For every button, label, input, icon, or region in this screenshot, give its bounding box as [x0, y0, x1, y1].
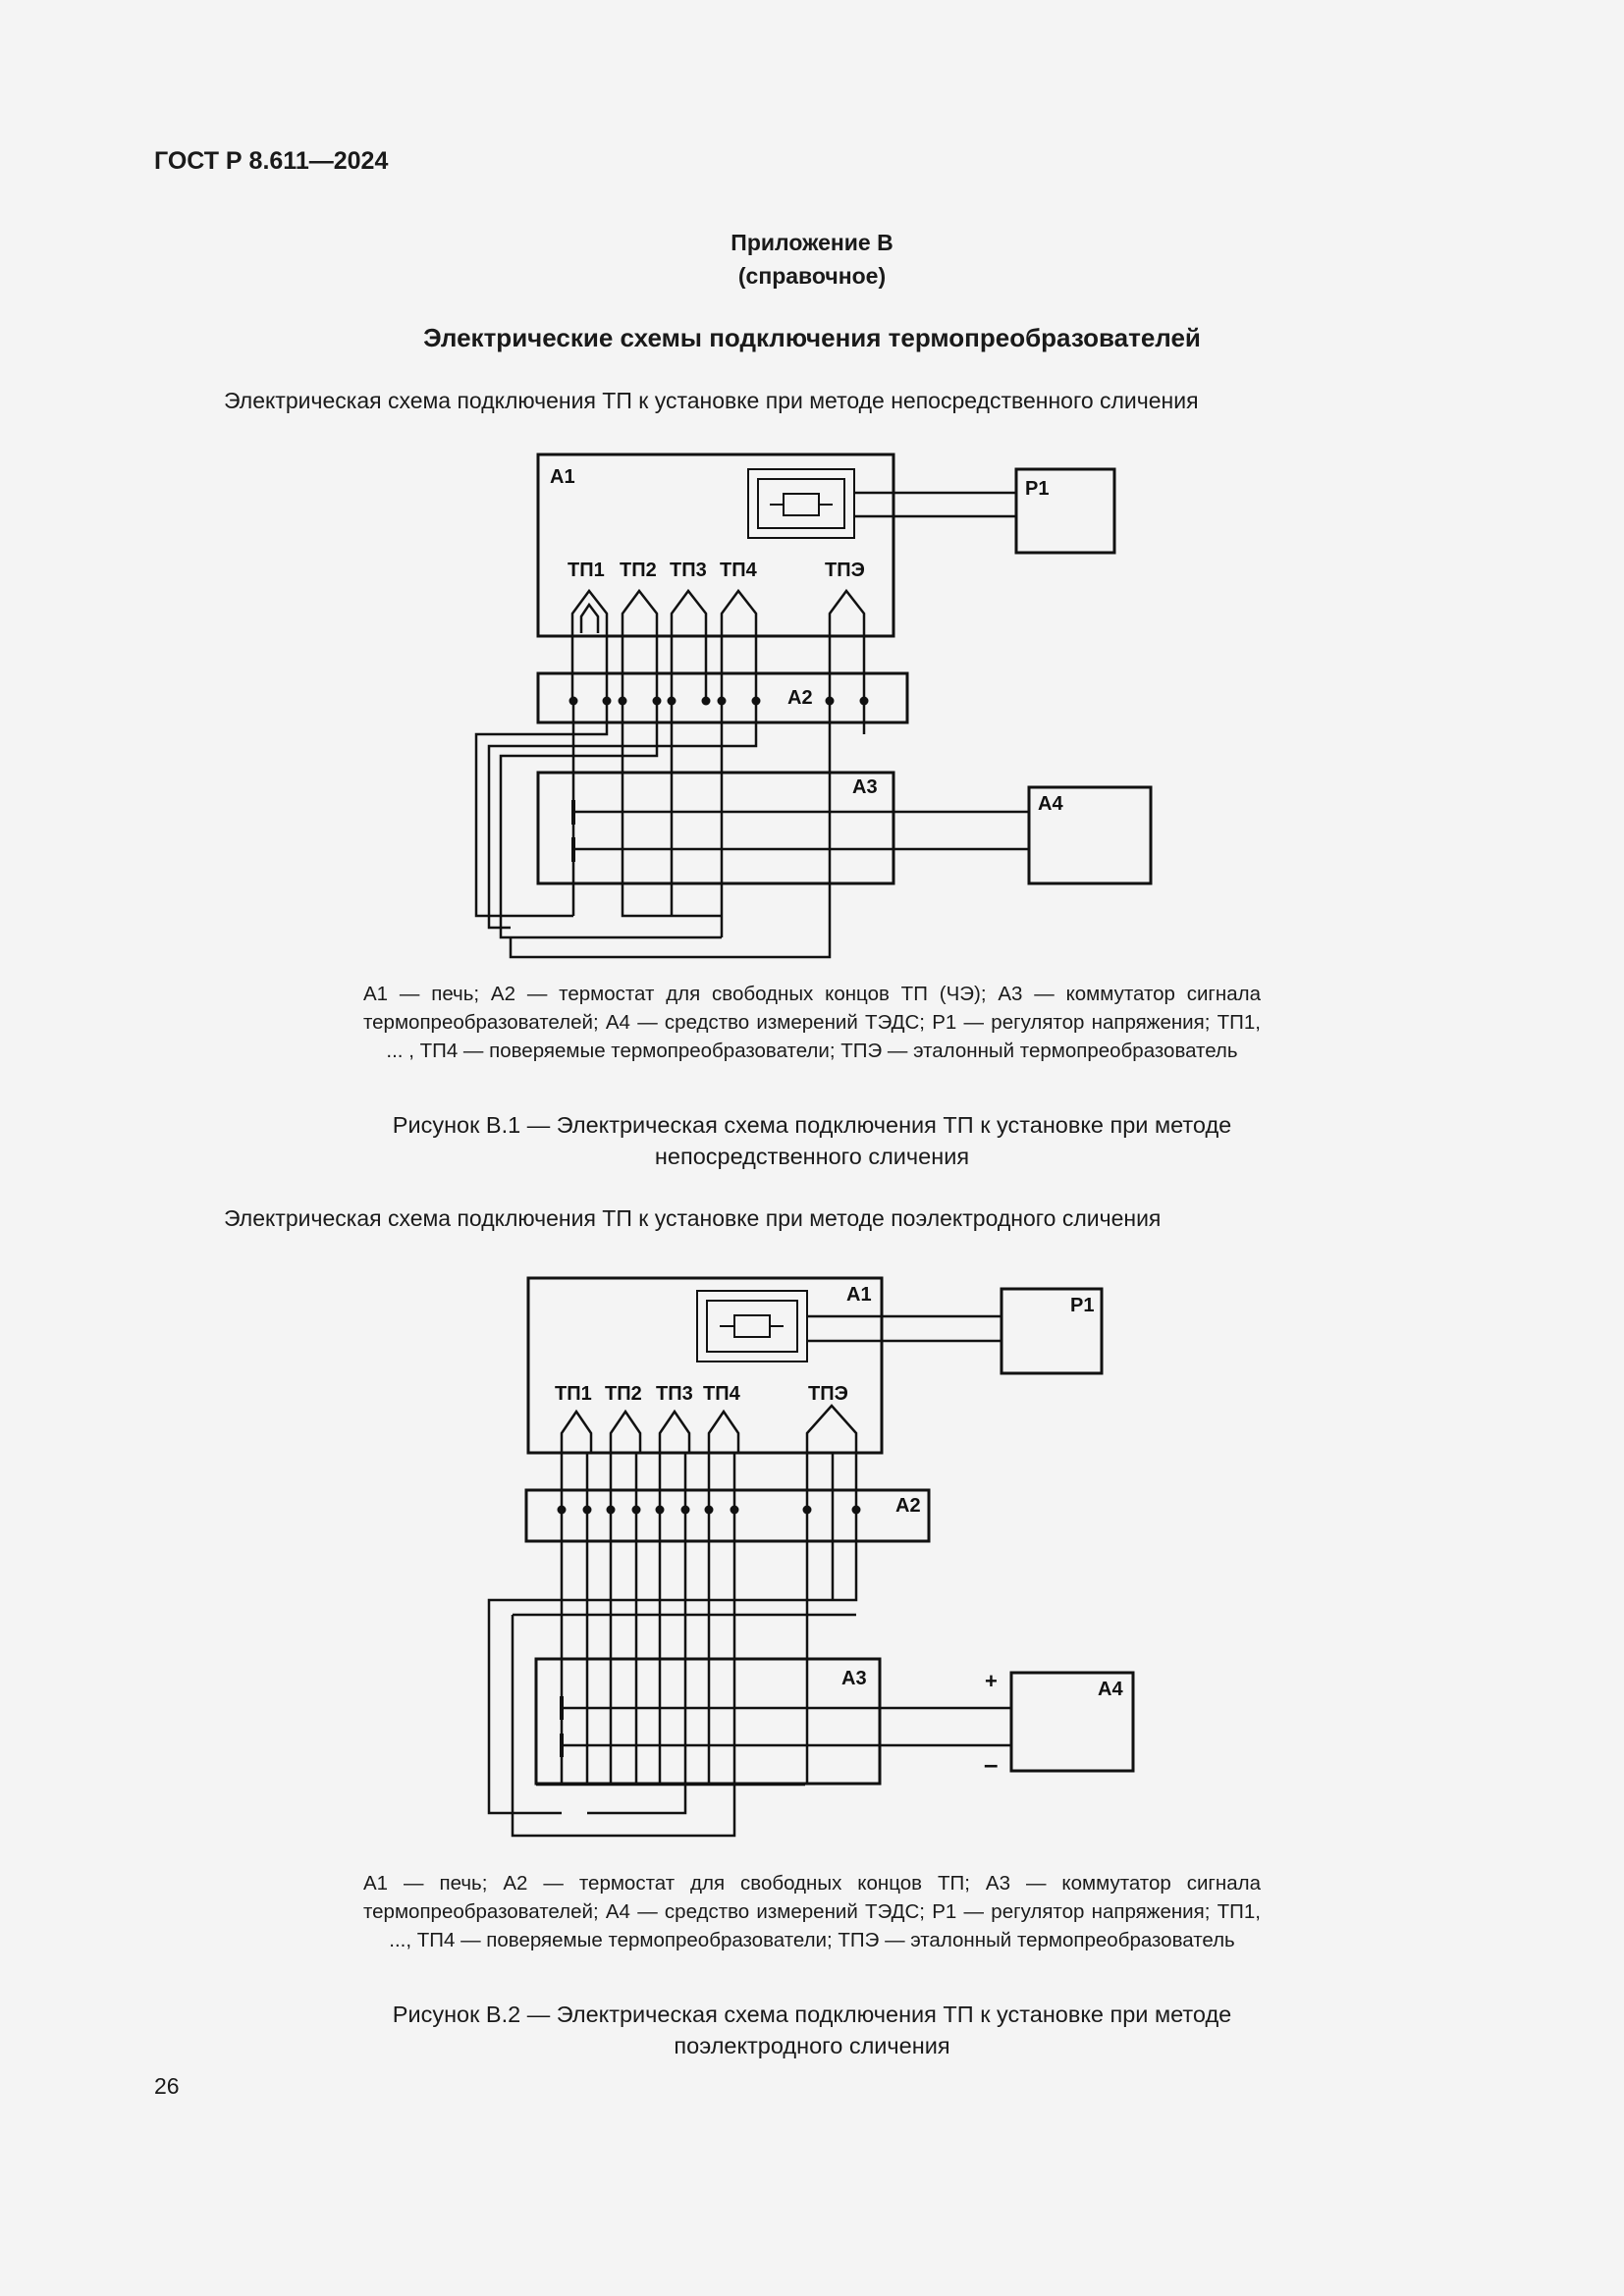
fig2-label-a1: А1 — [846, 1284, 872, 1306]
fig2-a1-box — [528, 1278, 882, 1453]
fig2-label-tp3: ТП3 — [656, 1383, 693, 1405]
figure1-intro: Электрическая схема подключения ТП к установке при методе непосредственного сличения — [224, 388, 1199, 413]
figure2-intro: Электрическая схема подключения ТП к установке при методе поэлектродного сличения — [224, 1205, 1162, 1231]
figure1-caption-line2: непосредственного сличения — [654, 1144, 970, 1169]
fig1-label-tpe: ТПЭ — [825, 560, 865, 581]
page-number: 26 — [154, 2073, 180, 2099]
figure1-caption-line1: Рисунок В.1 — Электрическая схема подключения ТП к установке при методе — [392, 1112, 1232, 1138]
fig2-tp3-probe — [660, 1412, 689, 1453]
fig1-label-tp1: ТП1 — [568, 560, 605, 581]
fig2-resistor-icon — [734, 1315, 770, 1337]
fig2-tp1-probe — [562, 1412, 591, 1453]
section-title: Электрические схемы подключения термопреобразователей — [423, 323, 1201, 352]
fig2-tp4-probe — [709, 1412, 738, 1453]
figure2-caption — [295, 1999, 1329, 2061]
fig1-label-tp4: ТП4 — [720, 560, 757, 581]
fig2-label-minus: – — [984, 1749, 999, 1779]
appendix-subtitle: (справочное) — [737, 263, 887, 289]
fig2-label-a4: А4 — [1098, 1679, 1123, 1700]
fig2-tp2-probe — [611, 1412, 640, 1453]
appendix-title: Приложение В — [731, 230, 893, 255]
fig2-tpe-probe — [807, 1406, 856, 1453]
figure1-legend: А1 — печь; А2 — термостат для свободных концов ТП (ЧЭ); А3 — коммутатор сигнала термопреобразователей; А4 — средство измерений ТЭДС; Р1 — регулятор напряжения; ТП1, ... , ТП4 — поверяемые термопреобразователи; ТПЭ — эталонный термопреобразователь — [363, 983, 1261, 1062]
fig2-label-tp1: ТП1 — [555, 1383, 592, 1405]
fig1-label-a1: А1 — [550, 466, 575, 488]
figure2-caption-line1: Рисунок В.2 — Электрическая схема подключения ТП к установке при методе — [392, 2002, 1232, 2027]
fig2-label-a3: А3 — [841, 1668, 867, 1689]
fig2-label-p1: Р1 — [1070, 1295, 1095, 1316]
figure2-caption-line2: поэлектродного сличения — [674, 2033, 950, 2058]
fig1-label-a4: А4 — [1038, 793, 1063, 815]
fig2-label-a2: А2 — [895, 1495, 921, 1517]
fig2-label-plus: + — [985, 1669, 998, 1693]
document-header: ГОСТ Р 8.611—2024 — [154, 147, 389, 175]
fig1-label-tp2: ТП2 — [620, 560, 657, 581]
fig2-label-tp4: ТП4 — [703, 1383, 740, 1405]
fig2-label-tp2: ТП2 — [605, 1383, 642, 1405]
fig1-label-a2: А2 — [787, 687, 813, 709]
fig1-label-a3: А3 — [852, 776, 878, 798]
fig1-label-tp3: ТП3 — [670, 560, 707, 581]
fig1-label-p1: Р1 — [1025, 478, 1050, 500]
figure2-legend: А1 — печь; А2 — термостат для свободных концов ТП; А3 — коммутатор сигнала термопреобразователей; А4 — средство измерений ТЭДС; Р1 — регулятор напряжения; ТП1, ..., ТП4 — поверяемые термопреобразователи; ТПЭ — эталонный термопреобразователь — [363, 1872, 1261, 1951]
fig2-label-tpe: ТПЭ — [808, 1383, 848, 1405]
